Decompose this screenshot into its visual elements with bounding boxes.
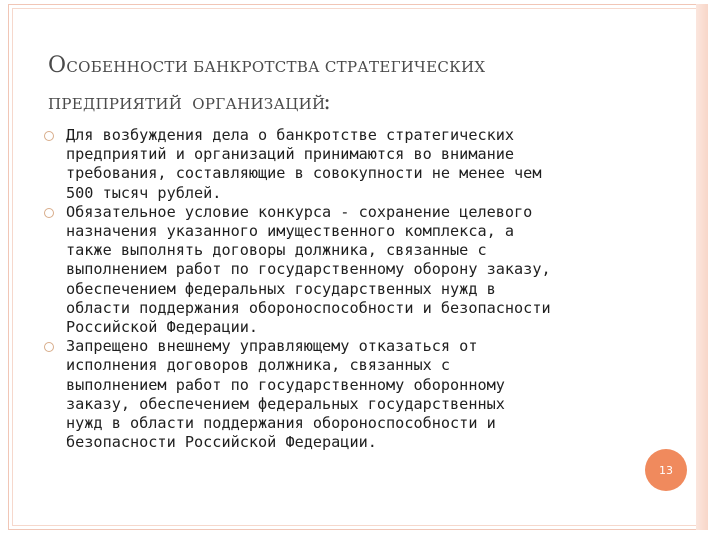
bullet-item-2 bbox=[44, 203, 634, 337]
bullet-item-3 bbox=[44, 337, 634, 452]
bullet-line: исполнения договоров должника, связанных с bbox=[66, 356, 451, 375]
bullet-line: нужд в области поддержания обороноспособности и bbox=[66, 414, 496, 433]
bullet-line: требования, составляющие в совокупности не менее чем bbox=[66, 164, 542, 183]
title-colon: : bbox=[323, 90, 332, 115]
bullet-line: области поддержания обороноспособности и безопасности bbox=[66, 298, 551, 317]
bullet-circle-icon bbox=[44, 208, 54, 218]
bullet-item-1 bbox=[44, 126, 634, 203]
slide-title bbox=[48, 48, 608, 122]
bullet-line: назначения указанного имущественного комплекса, а bbox=[66, 222, 515, 241]
bullet-line: 500 тысяч рублей. bbox=[66, 183, 222, 202]
bullet-line: предприятий и организаций принимаются во внимание bbox=[66, 145, 515, 164]
page-number-badge bbox=[645, 449, 687, 491]
bullet-line: Российской Федерации. bbox=[66, 318, 259, 337]
bullet-line: Запрещено внешнему управляющему отказаться от bbox=[66, 337, 478, 356]
bullet-line: Обязательное условие конкурса - сохранение целевого bbox=[66, 202, 533, 221]
bullet-line: также выполнять договоры должника, связанные с bbox=[66, 241, 487, 260]
slide-right-strip bbox=[696, 4, 708, 530]
title-line-2 bbox=[48, 85, 608, 122]
bullet-line: обеспечением федеральных государственных нужд в bbox=[66, 279, 496, 298]
title-initial: О bbox=[48, 53, 67, 78]
title-line-2-text: ПРЕДПРИЯТИЙ ОРГАНИЗАЦИЙ bbox=[48, 95, 326, 113]
bullet-line: выполнением работ по государственному оборонному bbox=[66, 375, 505, 394]
title-line-1-text: СОБЕННОСТИ БАНКРОТСТВА СТРАТЕГИЧЕСКИХ bbox=[66, 58, 486, 76]
bullet-line: выполнением работ по государственному оборону заказу, bbox=[66, 260, 551, 279]
page-number-text: 13 bbox=[659, 463, 673, 477]
bullet-line: Для возбуждения дела о банкротстве стратегических bbox=[66, 126, 515, 144]
bullet-circle-icon bbox=[44, 342, 54, 352]
bullet-circle-icon bbox=[44, 131, 54, 141]
title-line-1 bbox=[48, 48, 608, 85]
bullet-list bbox=[44, 126, 634, 452]
bullet-line: заказу, обеспечением федеральных государственных bbox=[66, 394, 505, 413]
bullet-line: безопасности Российской Федерации. bbox=[66, 433, 377, 452]
